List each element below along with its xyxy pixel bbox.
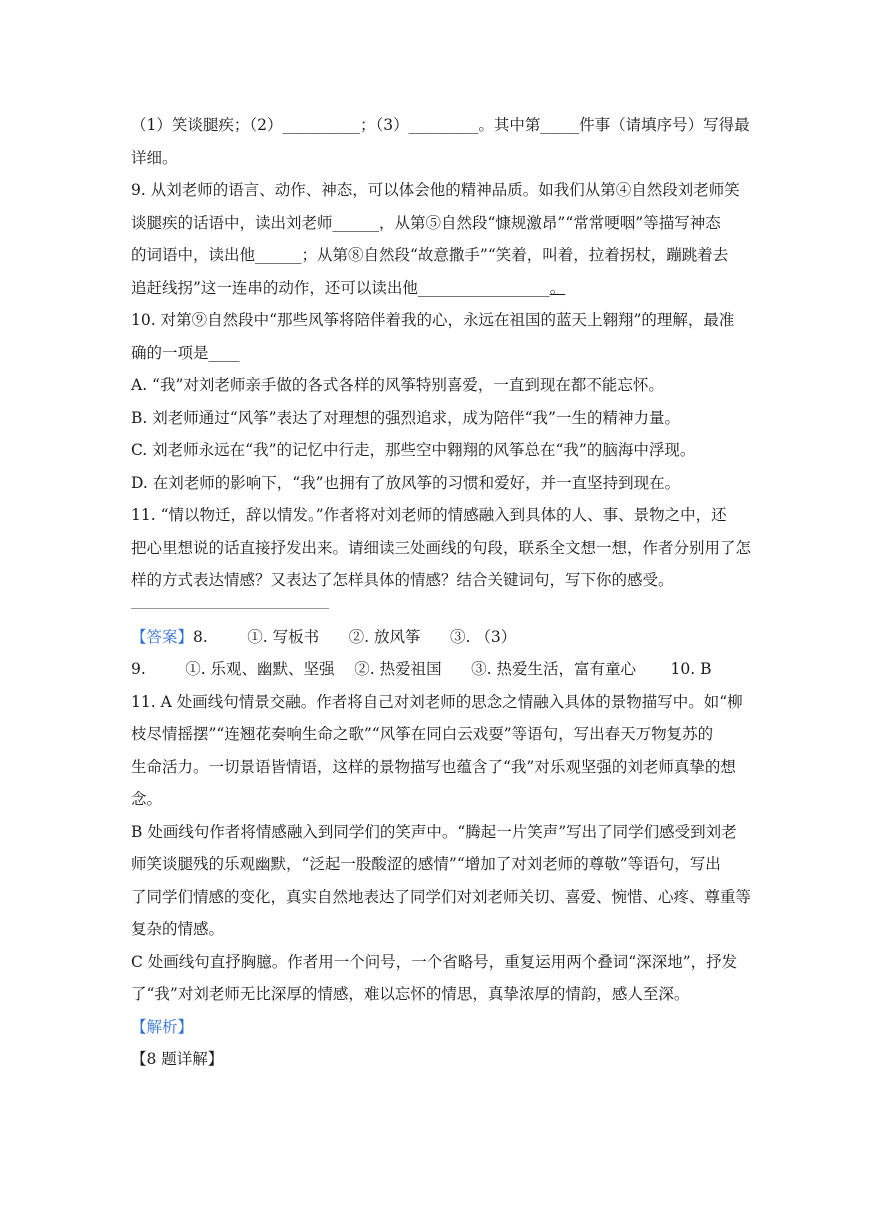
question-9-line-3: 的词语中，读出他______；从第⑧自然段“故意撒手”“笑着，叫着，拉着拐杖，蹦跳着去 (131, 246, 729, 264)
option-a: A. “我”对刘老师亲手做的各式各样的风筝特别喜爱，一直到现在都不能忘怀。 (131, 376, 664, 394)
option-c: C. 刘老师永远在“我”的记忆中行走，那些空中翱翔的风筝总在“我”的脑海中浮现。 (131, 441, 696, 459)
question-10-line-2-text: 确的一项是 (131, 343, 209, 362)
answer-b-line-4: 复杂的情感。 (131, 920, 225, 938)
answer-c-line-1: C 处画线句直抒胸臆。作者用一个问号，一个省略号，重复运用两个叠词“深深地”，抒发 (131, 952, 738, 971)
question-9-line-1: 9. 从刘老师的语言、动作、神态，可以体会他的精神品质。如我们从第④自然段刘老师笑 (131, 181, 740, 199)
answer-label: 【答案】 (131, 627, 194, 646)
question-11-line-3: 样的方式表达情感？又表达了怎样具体的情感？结合关键词句，写下你的感受。 (131, 571, 674, 589)
question-9-line-4-end: 。 (549, 278, 566, 297)
question-8-line-2: 详细。 (131, 148, 178, 167)
answer-11-line-1: 11. A 处画线句情景交融。作者将自己对刘老师的思念之情融入具体的景物描写中。如“柳 (131, 692, 743, 711)
question-10-line-2 (131, 337, 751, 370)
option-b: B. 刘老师通过“风筝”表达了对理想的强烈追求，成为陪伴“我”一生的精神力量。 (131, 408, 680, 427)
question-11-line-1: 11. “情以物迁，辞以情发。”作者将对刘老师的情感融入到具体的人、事、景物之中，还 (131, 506, 727, 524)
question-9-line-4 (131, 272, 751, 305)
answer-11-line-2: 枝尽情摇摆”“连翘花奏响生命之歌”“风筝在同白云戏耍”等语句，写出春天万物复苏的 (131, 725, 714, 743)
question-9-line-4-text: 追赶线拐”这一连串的动作，还可以读出他_________________ (131, 278, 550, 297)
answer-row-2: 9. ①. 乐观、幽默、坚强 ②. 热爱祖国 ③. 热爱生活，富有童心 10. B (131, 660, 712, 678)
question-11-line-2: 把心里想说的话直接抒发出来。请细读三处画线的句段，联系全文想一想，作者分别用了怎 (131, 538, 752, 557)
document-content (131, 109, 751, 1076)
answer-b-line-3: 了同学们情感的变化，真实自然地表达了同学们对刘老师关切、喜爱、惋惜、心疼、尊重等 (131, 887, 752, 906)
analysis-label: 【解析】 (131, 1017, 194, 1036)
question-10-answer-blank: ____ (208, 343, 240, 362)
separator-line (131, 608, 329, 609)
answer-11-line-3: 生命活力。一切景语皆情语，这样的景物描写也蕴含了“我”对乐观坚强的刘老师真挚的想 (131, 757, 736, 776)
question-8-detail-heading: 【8 题详解】 (131, 1050, 224, 1068)
question-9-line-2: 谈腿疾的话语中，读出刘老师______，从第⑤自然段“慷规激昂”“常常哽咽”等描写神态 (131, 213, 721, 232)
answer-row-1 (131, 621, 751, 654)
answer-c-line-2: 了“我”对刘老师无比深厚的情感，难以忘怀的情思，真挚浓厚的情韵，感人至深。 (131, 985, 690, 1003)
answer-b-line-1: B 处画线句作者将情感融入到同学们的笑声中。“腾起一片笑声”写出了同学们感受到刘老 (131, 822, 737, 841)
answer-b-line-2: 师笑谈腿残的乐观幽默，“泛起一股酸涩的感情”“增加了对刘老师的尊敬”等语句，写出 (131, 855, 721, 873)
answer-row-1-text: 8. ①. 写板书 ②. 放风筝 ③. （3） (193, 627, 517, 646)
question-8-line-1: （1）笑谈腿疾；（2）__________；（3）_________。其中第_____件事（请填序号）写得最 (131, 116, 750, 134)
question-10-line-1: 10. 对第⑨自然段中“那些风筝将陪伴着我的心，永远在祖国的蓝天上翱翔”的理解，最准 (131, 311, 735, 329)
answer-11-line-4: 念。 (131, 790, 163, 808)
option-d: D. 在刘老师的影响下，“我”也拥有了放风筝的习惯和爱好，并一直坚持到现在。 (131, 473, 681, 492)
